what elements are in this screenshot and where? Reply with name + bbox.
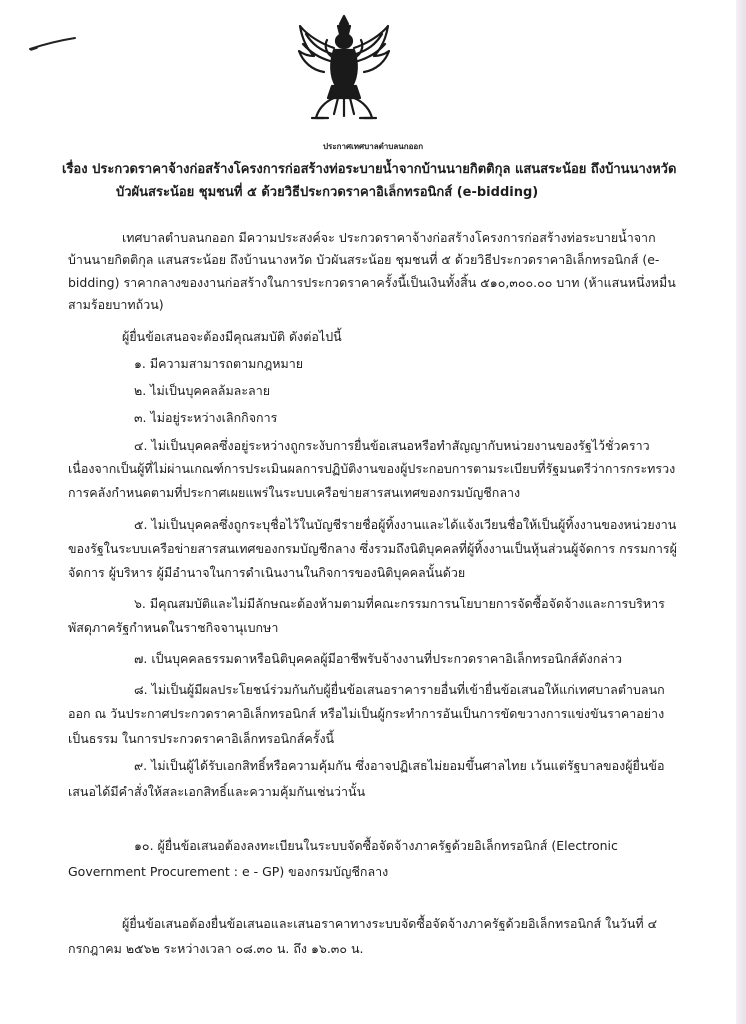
qualification-item: ๙. ไม่เป็นผู้ได้รับเอกสิทธิ์หรือความคุ้มกัน ซึ่งอาจปฏิเสธไม่ยอมขึ้นศาลไทย เว้นแต่รัฐบาลของผู้ยื่นข้อ [134, 758, 665, 773]
intro-line: บ้านนายกิตติกุล แสนสระน้อย ถึงบ้านนางหวัด บัวผันสระน้อย ชุมชนที่ ๕ ด้วยวิธีประกวดราคาอิเล็กทรอนิกส์ (e- [68, 252, 660, 267]
intro-line: bidding) ราคากลางของงานก่อสร้างในการประกวดราคาครั้งนี้เป็นเงินทั้งสิ้น ๕๑๐,๓๐๐.๐๐ บาท (ห้าแสนหนึ่งหมื่น [68, 275, 676, 290]
qualification-item-continued: เสนอได้มีคำสั่งให้สละเอกสิทธิ์และความคุ้มกันเช่นว่านั้น [68, 784, 366, 799]
qualification-item-continued: ของรัฐในระบบเครือข่ายสารสนเทศของกรมบัญชีกลาง ซึ่งรวมถึงนิติบุคคลที่ผู้ทิ้งงานเป็นหุ้นส่วนผู้จัดการ กรรมการผู้ [68, 541, 677, 556]
qualification-item: ๔. ไม่เป็นบุคคลซึ่งอยู่ระหว่างถูกระงับการยื่นข้อเสนอหรือทำสัญญากับหน่วยงานของรัฐไว้ชั่วคราว [134, 438, 650, 453]
qualification-item: ๘. ไม่เป็นผู้มีผลประโยชน์ร่วมกันกับผู้ยื่นข้อเสนอราคารายอื่นที่เข้ายื่นข้อเสนอให้แก่เทศบาลตำบลนก [134, 682, 665, 697]
submission-line: ผู้ยื่นข้อเสนอต้องยื่นข้อเสนอและเสนอราคาทางระบบจัดซื้อจัดจ้างภาครัฐด้วยอิเล็กทรอนิกส์ ในวันที่ ๔ [122, 916, 658, 931]
qualification-item-continued: เป็นธรรม ในการประกวดราคาอิเล็กทรอนิกส์ครั้งนี้ [68, 731, 335, 746]
qualification-item: ๑๐. ผู้ยื่นข้อเสนอต้องลงทะเบียนในระบบจัดซื้อจัดจ้างภาครัฐด้วยอิเล็กทรอนิกส์ (Electronic [134, 838, 618, 853]
subject-line: เรื่อง ประกวดราคาจ้างก่อสร้างโครงการก่อสร้างท่อระบายน้ำจากบ้านนายกิตติกุล แสนสระน้อย ถึงบ้านนางหวัด [62, 162, 677, 177]
qualification-item-continued: การคลังกำหนดตามที่ประกาศเผยแพร่ในระบบเครือข่ายสารสนเทศของกรมบัญชีกลาง [68, 485, 521, 500]
intro-line: เทศบาลตำบลนกออก มีความประสงค์จะ ประกวดราคาจ้างก่อสร้างโครงการก่อสร้างท่อระบายน้ำจาก [122, 230, 656, 245]
scan-edge-shadow [736, 0, 746, 1024]
qualification-item-continued: เนื่องจากเป็นผู้ที่ไม่ผ่านเกณฑ์การประเมินผลการปฏิบัติงานของผู้ประกอบการตามระเบียบที่รัฐมนตรีว่าการกระทรวง [68, 461, 676, 476]
qualification-item-continued: จัดการ ผู้บริหาร ผู้มีอำนาจในการดำเนินงานในกิจการของนิติบุคคลนั้นด้วย [68, 565, 466, 580]
qualification-item: ๒. ไม่เป็นบุคคลล้มละลาย [134, 383, 271, 398]
subject-line: บัวผันสระน้อย ชุมชนที่ ๕ ด้วยวิธีประกวดราคาอิเล็กทรอนิกส์ (e-bidding) [116, 185, 539, 200]
intro-line: สามร้อยบาทถ้วน) [68, 297, 164, 312]
qualifications-heading: ผู้ยื่นข้อเสนอจะต้องมีคุณสมบัติ ดังต่อไปนี้ [122, 329, 342, 344]
qualification-item-continued: ออก ณ วันประกาศประกวดราคาอิเล็กทรอนิกส์ หรือไม่เป็นผู้กระทำการอันเป็นการขัดขวางการแข่งขันราคาอย่าง [68, 706, 665, 721]
garuda-emblem-icon [294, 14, 394, 126]
qualification-item: ๓. ไม่อยู่ระหว่างเลิกกิจการ [134, 410, 278, 425]
qualification-item: ๕. ไม่เป็นบุคคลซึ่งถูกระบุชื่อไว้ในบัญชีรายชื่อผู้ทิ้งงานและได้แจ้งเวียนชื่อให้เป็นผู้ทิ้งงานของหน่วยงาน [134, 517, 677, 532]
announcement-title: ประกาศเทศบาลตำบลนกออก [322, 142, 424, 151]
qualification-item-continued: พัสดุภาครัฐกำหนดในราชกิจจานุเบกษา [68, 620, 279, 635]
submission-line: กรกฎาคม ๒๕๖๒ ระหว่างเวลา ๐๘.๓๐ น. ถึง ๑๖.๓๐ น. [68, 941, 364, 956]
qualification-item: ๑. มีความสามารถตามกฎหมาย [134, 356, 304, 371]
qualification-item-continued: Government Procurement : e - GP) ของกรมบัญชีกลาง [68, 864, 389, 879]
qualification-item: ๖. มีคุณสมบัติและไม่มีลักษณะต้องห้ามตามที่คณะกรรมการนโยบายการจัดซื้อจัดจ้างและการบริหาร [134, 596, 665, 611]
pen-stroke-mark [28, 36, 78, 52]
qualification-item: ๗. เป็นบุคคลธรรมดาหรือนิติบุคคลผู้มีอาชีพรับจ้างงานที่ประกวดราคาอิเล็กทรอนิกส์ดังกล่าว [134, 651, 622, 666]
